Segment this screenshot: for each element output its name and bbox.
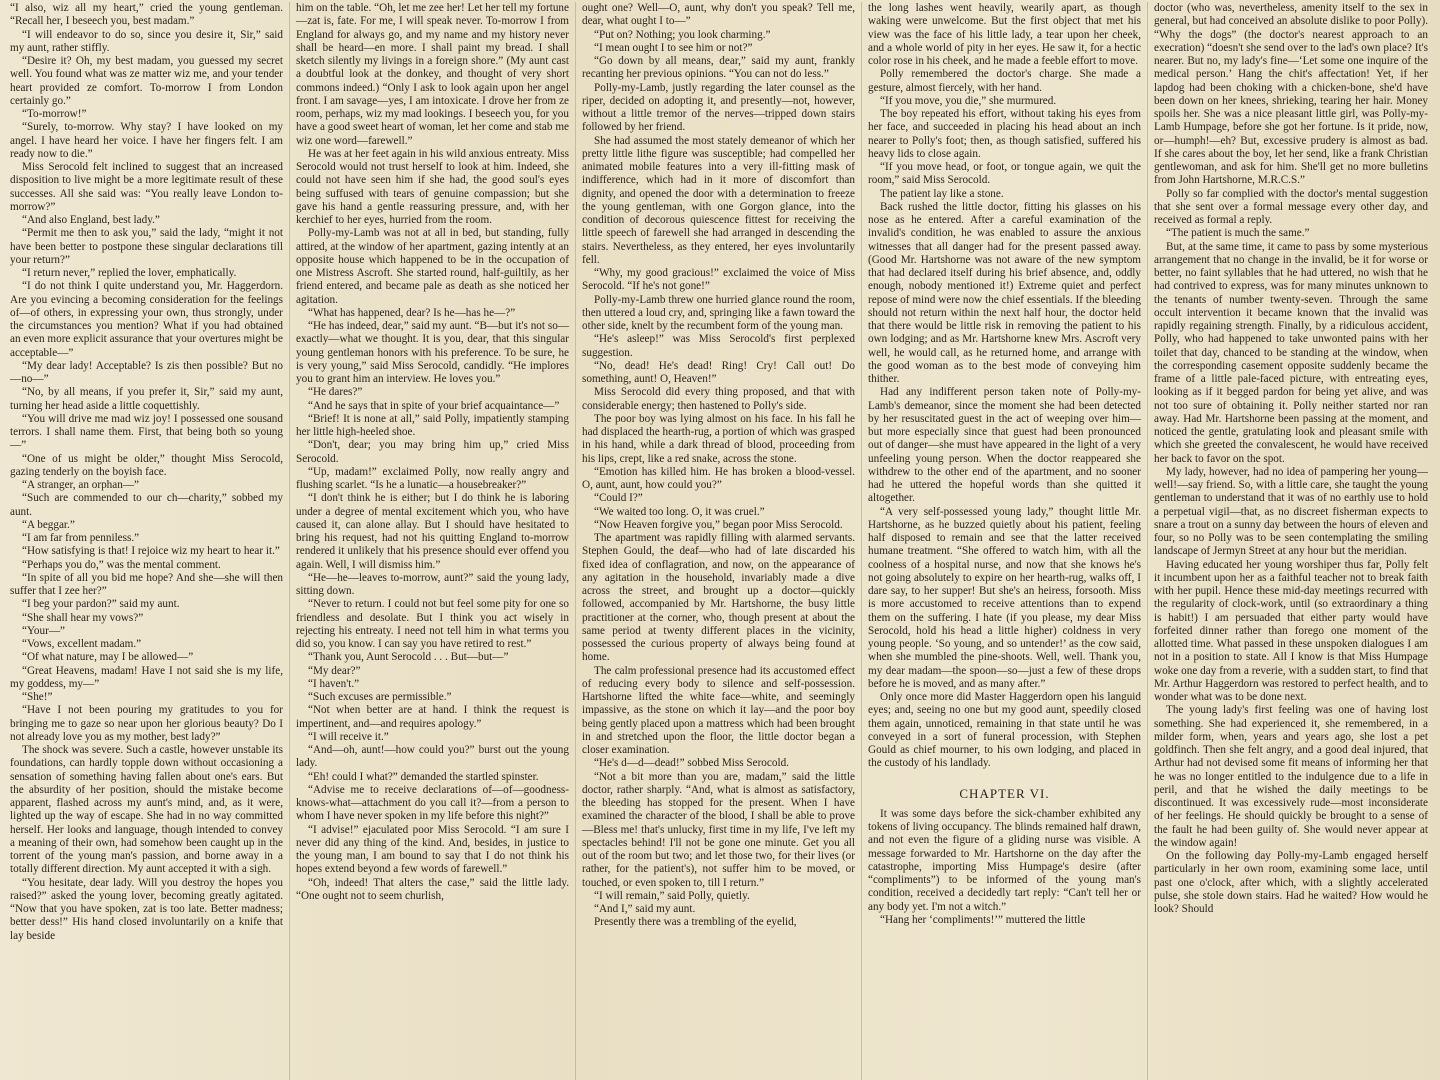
paragraph: “Now Heaven forgive you,” began poor Miss Serocold. — [594, 518, 843, 531]
paragraph: “I advise!” ejaculated poor Miss Serocold. “I am sure I never did any thing of the kind. And, besides, in justice to the young man, I am bound to say that I do not think his hopes extend beyond a few words of farewell.” — [296, 823, 569, 876]
paragraph: The young lady's first feeling was one of having lost something. She had experienced it, she remembered, in a milder form, when, years and years ago, she lost a pet goldfinch. Then she felt angry, and a good deal injured, that Arthur had not devised some fit means of informing her that he was no longer entitled to the indulgence due to a life in peril, and that he wished the daily meetings to be discontinued. It was excessively rude—most inconsiderate of her feelings. He should quickly be brought to a sense of the fault he had been guilty of. She would never appear at the window again! — [1154, 704, 1428, 849]
column-4 — [862, 2, 1148, 1080]
paragraph: “Such are commended to our ch—charity,” sobbed my aunt. — [10, 492, 283, 518]
paragraph: “Advise me to receive declarations of—of—goodness-knows-what—attachment do you call it?—from a person to whom I have never spoken in my life before this night?” — [296, 783, 569, 823]
paragraph: “And—oh, aunt!—how could you?” burst out the young lady. — [296, 744, 569, 770]
paragraph: “You hesitate, dear lady. Will you destroy the hopes you raised?” asked the young lover, becoming greatly agitated. “Now that you have spoken, zat is too late. Better madness; better dess!” His hand closed involuntarily on a knife that lay beside — [10, 876, 283, 942]
paragraph: ought one? Well—O, aunt, why don't you speak? Tell me, dear, what ought I to—” — [582, 2, 855, 28]
paragraph: “Emotion has killed him. He has broken a blood-vessel. O, aunt, aunt, how could you?” — [582, 465, 855, 491]
paragraph: “Of what nature, may I be allowed—” — [22, 651, 194, 664]
paragraph: “No, by all means, if you prefer it, Sir,” said my aunt, turning her head aside a little coquettishly. — [10, 386, 283, 412]
paragraph: He was at her feet again in his wild anxious entreaty. Miss Serocold would not trust herself to look at him. Indeed, she could not have seen him if she had, the good soul's eyes being suffused with tears of genuine compassion; but she gave his hand a gentle reassuring pressure, and, with her kerchief to her eyes, hurried from the room. — [296, 147, 569, 226]
paragraph: Polly remembered the doctor's charge. She made a gesture, almost fiercely, with her hand. — [868, 68, 1141, 94]
paragraph: “We waited too long. O, it was cruel.” — [594, 505, 765, 518]
paragraph: Presently there was a trembling of the eyelid, — [594, 916, 797, 929]
paragraph: “She!” — [22, 691, 53, 703]
paragraph: “My dear?” — [308, 664, 361, 677]
paragraph: “If you move head, or foot, or tongue again, we quit the room,” said Miss Serocold. — [868, 161, 1141, 187]
paragraph: My lady, however, had no idea of pampering her young—well!—say friend. So, with a little care, she taught the young gentleman to understand that it was of no earthly use to hold a perpetual vigil—that, as no discreet fisherman expects to snare a trout on a sunny day between the hours of eleven and four, so no Polly was to be seen contemplating the smiling landscape of Jermyn Street at any hour but the meridian. — [1154, 465, 1428, 558]
paragraph: “I haven't.” — [308, 677, 360, 690]
paragraph: “A stranger, an orphan—” — [22, 479, 139, 491]
paragraph: “Eh! could I what?” demanded the startled spinster. — [308, 770, 539, 783]
chapter-heading: CHAPTER VI. — [959, 785, 1050, 801]
paragraph: “Thank you, Aunt Serocold . . . But—but—” — [308, 651, 509, 664]
paragraph: Polly-my-Lamb was not at all in bed, but standing, fully attired, at the window of her apartment, gazing intently at an opposite house which happened to be in the occupation of one Mistress Ascroft. She started round, half-guiltily, as her friend entered, and became pale as death as she noticed her agitation. — [296, 227, 569, 306]
paragraph: “No, dead! He's dead! Ring! Cry! Call out! Do something, aunt! O, Heaven!” — [582, 359, 855, 385]
paragraph: But, at the same time, it came to pass by some mysterious arrangement that no change in the invalid, be it for worse or better, no faint syllables that he had uttered, no wish that he had contrived to express, was for many minutes unknown to the tenants of number twenty-seven. Through the same occult intervention it became known that the invalid was rapidly regaining strength. Finally, by a ridiculous accident, Polly, who had happened to take unwonted pains with her toilet that day, chanced to be standing at the window, when the corresponding casement opposite suddenly became the frame of a little pale-faced picture, with entreating eyes, looking as if it begged pardon for being yet alive, and was not too sure of obtaining it. Polly neither started nor ran away. Had Mr. Hartshorne been passing at the moment, and noticed the gentle, gratulating look and pleasant smile with which she greeted the convalescent, he would have received her back to favor on the spot. — [1154, 240, 1428, 465]
paragraph: “Up, madam!” exclaimed Polly, now really angry and flushing scarlet. “Is he a lunatic—a housebreaker?” — [296, 465, 569, 491]
paragraph: “And he says that in spite of your brief acquaintance—” — [308, 399, 560, 412]
paragraph: “Have I not been pouring my gratitudes to you for bringing me to gaze so near upon her glorious beauty? Do I not already love you as my mother, best lady?” — [10, 704, 283, 743]
paragraph: “I am far from penniless.” — [22, 532, 140, 544]
paragraph: doctor (who was, nevertheless, amenity itself to the sex in general, but had conceived an absolute dislike to poor Polly). “Why the dogs” (the doctor's nearest approach to an execration) “doesn't she send over to the lad's own place? It's nearer. But no, my lady's fine—‘Let some one inquire of the medical person.’ Hang the chit's affectation! Yet, if her lapdog had been choking with a chicken-bone, she'd have been down on her knees, shrieking, tearing her hair. Money spoils her. She was a nice pleasant little girl, was Polly-my-Lamb Humpage, before she got her fortune. Is it pride, now, or—humph!—eh? But, excessive prudery is almost as bad. If she cares about the boy, let her send, like a frank Christian gentlewoman, and ask for him. She'll get no more bulletins from John Hartshorne, M.R.C.S.” — [1154, 2, 1428, 187]
paragraph: “The patient is much the same.” — [1166, 227, 1310, 240]
paragraph: Had any indifferent person taken note of Polly-my-Lamb's demeanor, since the moment she had been detected by her resuscitated guest in the act of weeping over him—but more especially since that guest had been pronounced out of danger—she must have appeared in the light of a very unfeeling young person. When the doctor reappeared she withdrew to the other end of the apartment, and no sooner had he uttered the hopeful words than she quitted it altogether. — [868, 386, 1141, 505]
paragraph: She had assumed the most stately demeanor of which her pretty little lithe figure was susceptible; had compelled her animated mobile features into a very ill-fitting mask of indifference, which had in it more of discomfort than dignity, and opened the door with a determination to freeze the young gentleman, with one Gorgon glance, into the condition of decorous quiescence fittest for receiving the little speech of farewell she had arranged in descending the stairs. Nevertheless, as they entered, her eyes involuntarily fell. — [582, 134, 855, 266]
paragraph: “And I,” said my aunt. — [594, 903, 696, 915]
column-3 — [576, 2, 862, 1080]
paragraph: “And also England, best lady.” — [22, 214, 160, 226]
paragraph: The boy repeated his effort, without taking his eyes from her face, and succeeded in placing his head about an inch nearer to Polly's foot; then, as though satisfied, suffered his heavy lids to close again. — [868, 108, 1141, 160]
paragraph: Miss Serocold felt inclined to suggest that an increased disposition to live might be a more legitimate result of these successes. All she said was: “You really leave London to-morrow?” — [10, 161, 283, 213]
paragraph: “Not when better are at hand. I think the request is impertinent, and—and requires apology.” — [296, 704, 569, 730]
paragraph: Polly-my-Lamb threw one hurried glance round the room, then uttered a loud cry, and, springing like a fawn toward the other side, knelt by the recumbent form of the young man. — [582, 293, 855, 332]
paragraph: “Great Heavens, madam! Have I not said she is my life, my goddess, my—” — [10, 664, 283, 690]
paragraph: Polly-my-Lamb, justly regarding the later counsel as the riper, decided on adopting it, and presently—not, however, without a little tremor of the nerves—tripped down stairs followed by her friend. — [582, 81, 855, 134]
paragraph: “Go down by all means, dear,” said my aunt, frankly recanting her previous opinions. “You can not do less.” — [582, 55, 855, 81]
paragraph: The patient lay like a stone. — [880, 187, 1004, 200]
paragraph: “In spite of all you bid me hope? And she—she will then suffer that I zee her?” — [10, 571, 283, 597]
paragraph: “Such excuses are permissible.” — [308, 691, 452, 703]
paragraph: “He has indeed, dear,” said my aunt. “B—but it's not so—exactly—what we thought. It is you, dear, that this singular young gentleman honors with his preference. To be sure, he is very young,” said Miss Serocold, candidly. “He implores you to grant him an interview. He loves you.” — [296, 320, 569, 385]
paragraph: “Don't, dear; you may bring him up,” cried Miss Serocold. — [296, 439, 569, 465]
paragraph: “Never to return. I could not but feel some pity for one so friendless and desolate. But I think you act wisely in rejecting his entreaty. I need not tell him in what terms you did so, you know. I can say you have retired to rest.” — [296, 598, 569, 650]
paragraph: The poor boy was lying almost on his face. In his fall he had displaced the hearth-rug, a portion of which was grasped in his hand, while a dark thread of blood, proceeding from his lips, crept, like a red snake, across the stone. — [582, 412, 855, 465]
paragraph: him on the table. “Oh, let me zee her! Let her tell my fortune—zat is, fate. For me, I will speak never. To-morrow I from England for always go, and my name and my history never shall be heard—en more. I shall paint my bread. I shall sketch silently my livings in a foreign shore.” (My aunt cast a doubtful look at the donkey, and thought of very short commons indeed.) “Only I ask to look again upon her angel front. I am savage—yes, I am intoxicate. I drove her from ze room, perhaps, wiz my mad lookings. I beseech you, for you have a good sweet heart of woman, let her come and stab me wiz one word—farewell.” — [296, 2, 569, 147]
paragraph: “I don't think he is either; but I do think he is laboring under a degree of mental excitement which you, who have caused it, can alone allay. But I should have hesitated to bring his request, had not his quitting England to-morrow rendered it unlikely that his presence should ever offend you again. Well, I will dismiss him.” — [296, 492, 569, 571]
paragraph: “He's d—d—dead!” sobbed Miss Serocold. — [594, 757, 789, 770]
column-2 — [290, 2, 576, 1080]
paragraph: “You will drive me mad wiz joy! I possessed one sousand terrors. I shall name them. First, that being both so young—” — [10, 412, 283, 452]
paragraph: “What has happened, dear? Is he—has he—?” — [308, 306, 516, 319]
paragraph: “I beg your pardon?” said my aunt. — [22, 598, 180, 611]
paragraph: “A very self-possessed young lady,” thought little Mr. Hartshorne, as he buzzed quietly about his patient, feeling half disposed to remain and see that the latter received humane treatment. “She offered to watch him, with all the coolness of a hospital nurse, and now that she knows he's not going absolutely to expire on her hearth-rug, walks off, I dare say, to her supper! But she's an heiress, forsooth. Miss is more accustomed to receive attentions than to expend them on the suffering. I hate (if you please, my dear Miss Serocold, hold his head a little higher) coldness in very young people. ‘So young, and so untender!’ as the cow said, when she mumbled the pine-shoots. Well, well. Thank you, my dear madam—the spoon—so—just a few of these drops before he is moved, and as many after.” — [868, 505, 1141, 690]
paragraph: Having educated her young worshiper thus far, Polly felt it incumbent upon her as a faithful teacher not to break faith with her pupil. Hence these mid-day meetings recurred with the regularity of clock-work, until (so extraordinary a thing is habit!) I am persuaded that either party would have forfeited dinner rather than forego one moment of the allotted time. What passed in these unspoken dialogues I am not in a position to state. All I know is that Miss Humpage woke one day from a reverie, with a sudden start, to find that Mr. Arthur Haggerdorn was restored to perfect health, and to wonder what was to be done next. — [1154, 558, 1428, 703]
paragraph: “One of us might be older,” thought Miss Serocold, gazing tenderly on the boyish face. — [10, 452, 283, 478]
paragraph: “I will remain,” said Polly, quietly. — [594, 889, 750, 902]
paragraph: “Permit me then to ask you,” said the lady, “might it not have been better to postpone these singular declarations till your return?” — [10, 227, 283, 266]
paragraph: “He dares?” — [308, 386, 363, 399]
paragraph: “Your—” — [22, 624, 65, 637]
paragraph: “Could I?” — [594, 492, 643, 505]
paragraph: The shock was severe. Such a castle, however unstable its foundations, can hardly topple down without occasioning a sensation of something having fallen about one's ears. But the absurdity of her position, should the mistake become apparent, flashed across my aunt's mind, and, as it were, lighted up the way of escape. She had in no way committed herself. Her looks and language, though intended to convey a meaning of their own, had somehow been caught up in the torrent of the young man's passion, and borne away in a totally different direction. My aunt accepted it with a sigh. — [10, 744, 283, 876]
paragraph: On the following day Polly-my-Lamb engaged herself particularly in her own room, examining some lace, until past one o'clock, after which, with a slightly accelerated pulse, she stole down stairs. Had he waited? How would he look? Should — [1154, 850, 1428, 915]
paragraph: “I will receive it.” — [308, 730, 389, 743]
paragraph: Back rushed the little doctor, fitting his glasses on his nose as he entered. After a careful examination of the invalid's condition, he was enabled to assure the anxious witnesses that all danger had for the present passed away. (Good Mr. Hartshorne was not aware of the new symptom that had declared itself during his brief absence, and, oddly enough, nobody mentioned it!) Extreme quiet and perfect repose of mind were now the chief essentials. If the bleeding should not return within the next half hour, the doctor held that there would be little risk in removing the patient to his own lodging; and as Mr. Hartshorne knew Mrs. Ascroft very well, he would call, as he returned home, and arrange with the good woman as to the best mode of conveying him thither. — [868, 200, 1141, 385]
paragraph: “He—he—leaves to-morrow, aunt?” said the young lady, sitting down. — [296, 571, 569, 597]
paragraph: “My dear lady! Acceptable? Is zis then possible? But no—no—” — [10, 359, 283, 385]
paragraph: “Oh, indeed! That alters the case,” said the little lady. “One ought not to seem churlish, — [296, 876, 569, 902]
paragraph: “Brief! It is none at all,” said Polly, impatiently stamping her little high-heeled shoe. — [296, 412, 569, 438]
paragraph: “Perhaps you do,” was the mental comment. — [22, 558, 221, 571]
paragraph: Miss Serocold did every thing proposed, and that with considerable energy; then hastened to Polly's side. — [582, 386, 855, 412]
paragraph: “To-morrow!” — [22, 108, 87, 120]
paragraph: “I do not think I quite understand you, Mr. Haggerdorn. Are you evincing a becoming consideration for the feelings of—of others, in expressing your own, thus strongly, under the circumstances you mention? What if you had obtained an even more explicit assurance that your overtures might be acceptable—” — [10, 280, 283, 359]
paragraph: The apartment was rapidly filling with alarmed servants. Stephen Gould, the deaf—who had of late discarded his fixed idea of conflagration, and now, on the appearance of any agitation in the household, invariably made a dive across the street, and brought up a doctor—quickly followed, accompanied by Mr. Hartshorne, the busy little practitioner at the corner, who, though present at about the same period at twenty different places in the vicinity, possessed the curious property of always being found at home. — [582, 532, 855, 664]
paragraph: “Why, my good gracious!” exclaimed the voice of Miss Serocold. “If he's not gone!” — [582, 267, 855, 293]
paragraph: Only once more did Master Haggerdorn open his languid eyes; and, seeing no one but my good aunt, speedily closed them again, unnoticed, remaining in that state until he was conveyed in a sort of funeral procession, with Stephen Gould as chief mourner, to his own lodging, and placed in the custody of his landlady. — [868, 691, 1141, 770]
paragraph: “I also, wiz all my heart,” cried the young gentleman. “Recall her, I beseech you, best madam.” — [10, 2, 283, 28]
paragraph: “Not a bit more than you are, madam,” said the little doctor, rather sharply. “And, what is almost as satisfactory, the bleeding has stopped for the present. When I have examined the character of the blood, I shall be able to prove—Bless me! that's unlucky, first time in my life, I've left my spectacles behind! I'll not be gone one minute. Get you all out of the room but two; and let those two, for their lives (or rather, for the patient's), not suffer him to be moved, or touched, or even spoken to, till I return.” — [582, 770, 855, 889]
column-1 — [4, 2, 290, 1080]
paragraph: “He's asleep!” was Miss Serocold's first perplexed suggestion. — [582, 333, 855, 359]
paragraph: the long lashes went heavily, wearily apart, as though waking were unwelcome. But the first object that met his view was the face of his little lady, a tear upon her cheek, and a whole world of pity in her eyes. He saw it, for a hectic color rose in his cheek, and he made a feeble effort to move. — [868, 2, 1141, 67]
paragraph: “Desire it? Oh, my best madam, you guessed my secret well. You found what was ze matter wiz me, and your tender heart provided ze comfort. To-morrow I from London certainly go.” — [10, 55, 283, 107]
paragraph: “Surely, to-morrow. Why stay? I have looked on my angel. I have heard her voice. I have her fingers felt. I am ready now to die.” — [10, 121, 283, 160]
paragraph: It was some days before the sick-chamber exhibited any tokens of living occupancy. The blinds remained half drawn, and not even the figure of a gliding nurse was visible. A message forwarded to Mr. Hartshorne on the day after the catastrophe, importing Miss Humpage's desire (after “compliments”) to be informed of the young man's condition, received a decidedly tart reply: “Can't tell her or any body yet. I'm not a witch.” — [868, 807, 1141, 913]
paragraph: “I return never,” replied the lover, emphatically. — [22, 267, 237, 279]
column-5 — [1148, 2, 1434, 1080]
paragraph: “Vows, excellent madam.” — [22, 638, 142, 650]
paragraph: “I will endeavor to do so, since you desire it, Sir,” said my aunt, rather stiffly. — [10, 28, 283, 54]
paragraph: “How satisfying is that! I rejoice wiz my heart to hear it.” — [22, 545, 280, 558]
paragraph: The calm professional presence had its accustomed effect of reducing every body to silence and self-possession. Hartshorne lifted the white face—white, and seemingly impassive, as the stone on which it lay—and the poor boy being gently placed upon a mattress which had been brought in and stretched upon the floor, the little doctor began a closer examination. — [582, 664, 855, 756]
paragraph: “Put on? Nothing; you look charming.” — [594, 28, 771, 41]
paragraph: “A beggar.” — [22, 518, 75, 531]
paragraph: “I mean ought I to see him or not?” — [594, 41, 753, 54]
paragraph: Polly so far complied with the doctor's mental suggestion that she sent over a formal message every other day, and received as formal a reply. — [1154, 187, 1428, 226]
paragraph: “She shall hear my vows?” — [22, 611, 144, 624]
paragraph: “If you move, you die,” she murmured. — [880, 94, 1057, 107]
paragraph: “Hang her ‘compliments!’” muttered the little — [880, 913, 1086, 926]
